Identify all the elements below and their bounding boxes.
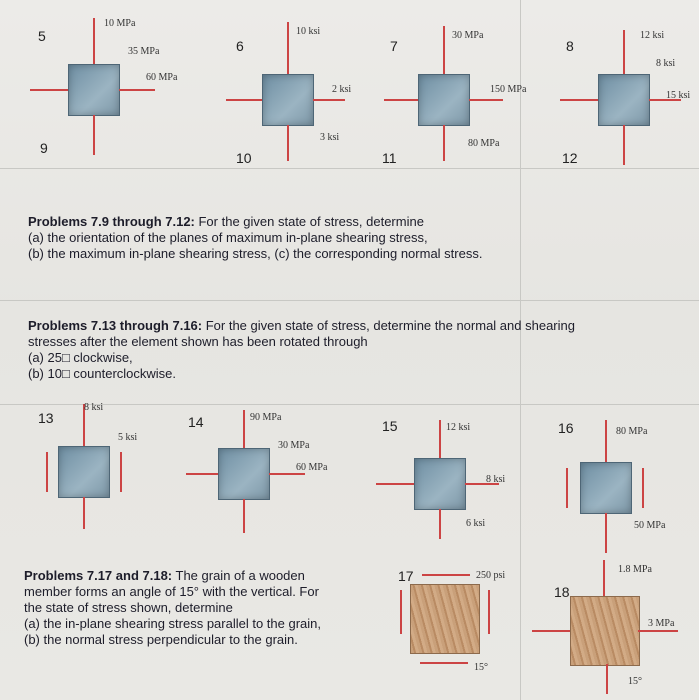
stress-arrow [420, 662, 468, 664]
problem-number: 8 [566, 38, 574, 54]
problem-heading: Problems 7.13 through 7.16: [28, 318, 203, 333]
stress-label: 35 MPa [128, 46, 160, 57]
problem-number: 15 [382, 418, 398, 434]
problem-text-7-17-7-18 [24, 568, 384, 648]
stress-arrow [439, 509, 441, 539]
stress-arrow [287, 125, 289, 161]
problem-number: 18 [554, 584, 570, 600]
stress-arrow [46, 452, 48, 492]
stress-arrow [186, 473, 218, 475]
problem-line: the state of stress shown, determine [24, 600, 233, 615]
stress-label: 8 ksi [486, 474, 506, 485]
stress-arrow [243, 499, 245, 533]
stress-label: 8 ksi [656, 58, 676, 69]
stress-arrow [243, 410, 245, 448]
stress-element [218, 448, 270, 500]
stress-label: 80 MPa [616, 426, 648, 437]
problem-text-7-9-7-12 [28, 214, 668, 262]
problem-number: 12 [562, 150, 578, 166]
stress-element [58, 446, 110, 498]
problem-number: 5 [38, 28, 46, 44]
angle-label: 15° [474, 662, 488, 673]
stress-arrow [623, 30, 625, 74]
stress-arrow [566, 468, 568, 508]
problem-number: 17 [398, 568, 414, 584]
stress-arrow [400, 590, 402, 634]
stress-arrow [439, 420, 441, 458]
problem-number: 9 [40, 140, 48, 156]
angle-label: 15° [628, 676, 642, 687]
stress-arrow [226, 99, 262, 101]
stress-element [418, 74, 470, 126]
stress-label: 60 MPa [146, 72, 178, 83]
stress-arrow [443, 125, 445, 161]
stress-label: 5 ksi [118, 432, 138, 443]
problem-line: (a) the in-plane shearing stress parallel to the grain, [24, 616, 321, 631]
stress-arrow [605, 420, 607, 462]
stress-label: 6 ksi [466, 518, 486, 529]
grid-line [0, 300, 699, 301]
grid-line [0, 168, 699, 169]
stress-arrow [469, 99, 503, 101]
stress-arrow [603, 560, 605, 596]
stress-label: 80 MPa [468, 138, 500, 149]
problem-number: 16 [558, 420, 574, 436]
stress-label: 15 ksi [666, 90, 691, 101]
problem-number: 6 [236, 38, 244, 54]
problem-text-7-13-7-16 [28, 318, 678, 382]
stress-label: 12 ksi [640, 30, 665, 41]
stress-arrow [313, 99, 345, 101]
stress-arrow [93, 18, 95, 64]
stress-arrow [83, 497, 85, 529]
stress-label: 90 MPa [250, 412, 282, 423]
stress-label: 30 MPa [278, 440, 310, 451]
stress-label: 250 psi [476, 570, 506, 581]
stress-arrow [384, 99, 418, 101]
problem-line: (b) the normal stress perpendicular to the grain. [24, 632, 298, 647]
stress-label: 30 MPa [452, 30, 484, 41]
stress-arrow [532, 630, 570, 632]
stress-arrow [30, 89, 68, 91]
stress-arrow [605, 513, 607, 553]
problem-number: 11 [382, 150, 397, 166]
stress-label: 12 ksi [446, 422, 471, 433]
stress-arrow [642, 468, 644, 508]
stress-arrow [287, 22, 289, 74]
problem-number: 7 [390, 38, 398, 54]
stress-arrow [93, 115, 95, 155]
stress-arrow [606, 664, 608, 694]
stress-element [68, 64, 120, 116]
wood-element [410, 584, 480, 654]
problem-line: For the given state of stress, determine [194, 214, 424, 229]
problem-number: 13 [38, 410, 54, 426]
problem-number: 10 [236, 150, 252, 166]
problem-heading: Problems 7.9 through 7.12: [28, 214, 195, 229]
problem-line: (b) 10□ counterclockwise. [28, 366, 177, 381]
wood-element [570, 596, 640, 666]
stress-arrow [120, 452, 122, 492]
stress-arrow [623, 125, 625, 165]
stress-label: 2 ksi [332, 84, 352, 95]
stress-label: 50 MPa [634, 520, 666, 531]
problem-line: (b) the maximum in-plane shearing stress, (c) the corresponding normal stress. [28, 246, 483, 261]
stress-arrow [638, 630, 678, 632]
stress-arrow [443, 26, 445, 74]
stress-label: 3 MPa [648, 618, 675, 629]
stress-label: 10 ksi [296, 26, 321, 37]
stress-arrow [560, 99, 598, 101]
stress-element [414, 458, 466, 510]
problem-number: 14 [188, 414, 204, 430]
problem-line: stresses after the element shown has been rotated through [28, 334, 368, 349]
stress-label: 10 MPa [104, 18, 136, 29]
problem-line: member forms an angle of 15° with the vertical. For [24, 584, 319, 599]
stress-label: 1.8 MPa [618, 564, 652, 575]
stress-arrow [376, 483, 414, 485]
stress-element [262, 74, 314, 126]
stress-arrow [422, 574, 470, 576]
problem-line: (a) the orientation of the planes of maximum in-plane shearing stress, [28, 230, 428, 245]
stress-label: 3 ksi [320, 132, 340, 143]
problem-line: (a) 25□ clockwise, [28, 350, 133, 365]
problem-line: For the given state of stress, determine the normal and shearing [202, 318, 575, 333]
stress-label: 60 MPa [296, 462, 328, 473]
stress-arrow [488, 590, 490, 634]
grid-line [0, 404, 699, 405]
stress-element [580, 462, 632, 514]
stress-arrow [269, 473, 305, 475]
stress-label: 150 MPa [490, 84, 527, 95]
problem-heading: Problems 7.17 and 7.18: [24, 568, 173, 583]
stress-label: 8 ksi [84, 402, 104, 413]
stress-element [598, 74, 650, 126]
stress-arrow [119, 89, 155, 91]
problem-line: The grain of a wooden [172, 568, 305, 583]
